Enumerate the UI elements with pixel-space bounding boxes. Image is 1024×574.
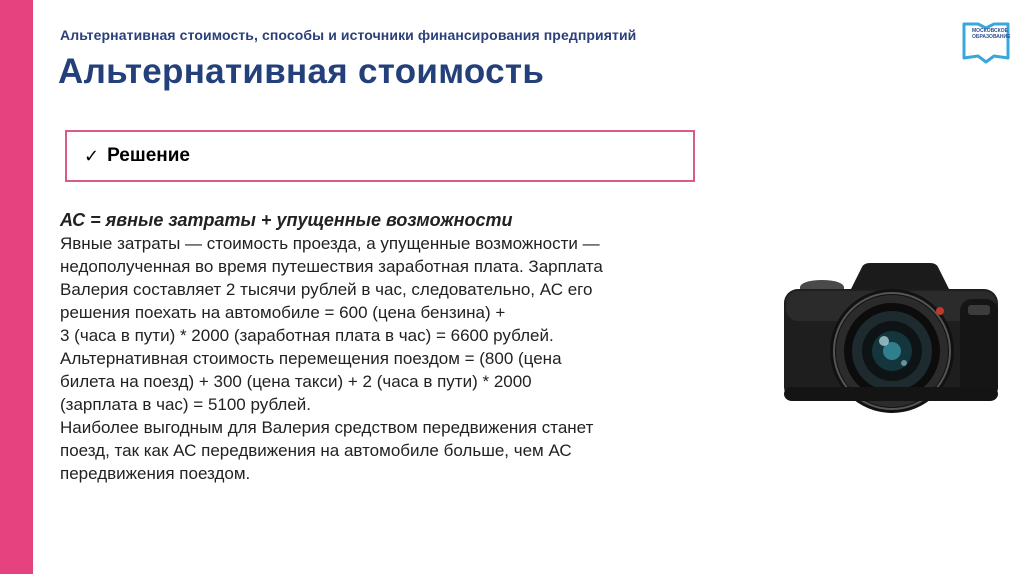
decision-label: Решение xyxy=(107,145,190,166)
book-logo-icon xyxy=(956,16,1014,64)
text-line: недополученная во время путешествия заработная плата. Зарплата xyxy=(60,257,603,276)
text-line: решения поехать на автомобиле = 600 (цена бензина) + xyxy=(60,303,506,322)
text-line: Альтернативная стоимость перемещения поездом = (800 (цена xyxy=(60,349,562,368)
slide-subtitle: Альтернативная стоимость, способы и источники финансирования предприятий xyxy=(60,27,637,43)
text-line: (зарплата в час) = 5100 рублей. xyxy=(60,395,312,414)
formula-line: АС = явные затраты + упущенные возможности xyxy=(60,210,513,230)
camera-icon xyxy=(780,259,1003,414)
logo-text xyxy=(972,28,1011,40)
text-line: Наиболее выгодным для Валерия средством передвижения станет xyxy=(60,418,594,437)
logo-text-line1: МОСКОВСКОЕ xyxy=(972,28,1008,34)
moscow-education-logo xyxy=(956,16,1014,64)
accent-bar xyxy=(0,0,33,574)
text-line: передвижения поездом. xyxy=(60,464,251,483)
decision-box xyxy=(65,130,695,182)
slide-title: Альтернативная стоимость xyxy=(58,52,545,91)
text-line: Валерия составляет 2 тысячи рублей в час, следовательно, АС его xyxy=(60,280,593,299)
text-line: билета на поезд) + 300 (цена такси) + 2 (часа в пути) * 2000 xyxy=(60,372,532,391)
text-line: Явные затраты — стоимость проезда, а упущенные возможности — xyxy=(60,234,600,253)
text-line: поезд, так как АС передвижения на автомобиле больше, чем АС xyxy=(60,441,572,460)
text-line: 3 (часа в пути) * 2000 (заработная плата в час) = 6600 рублей. xyxy=(60,326,554,345)
check-icon: ✓ xyxy=(84,145,100,166)
logo-text-line2: ОБРАЗОВАНИЕ xyxy=(972,34,1011,40)
camera-image xyxy=(780,259,1003,414)
solution-text xyxy=(60,209,780,485)
